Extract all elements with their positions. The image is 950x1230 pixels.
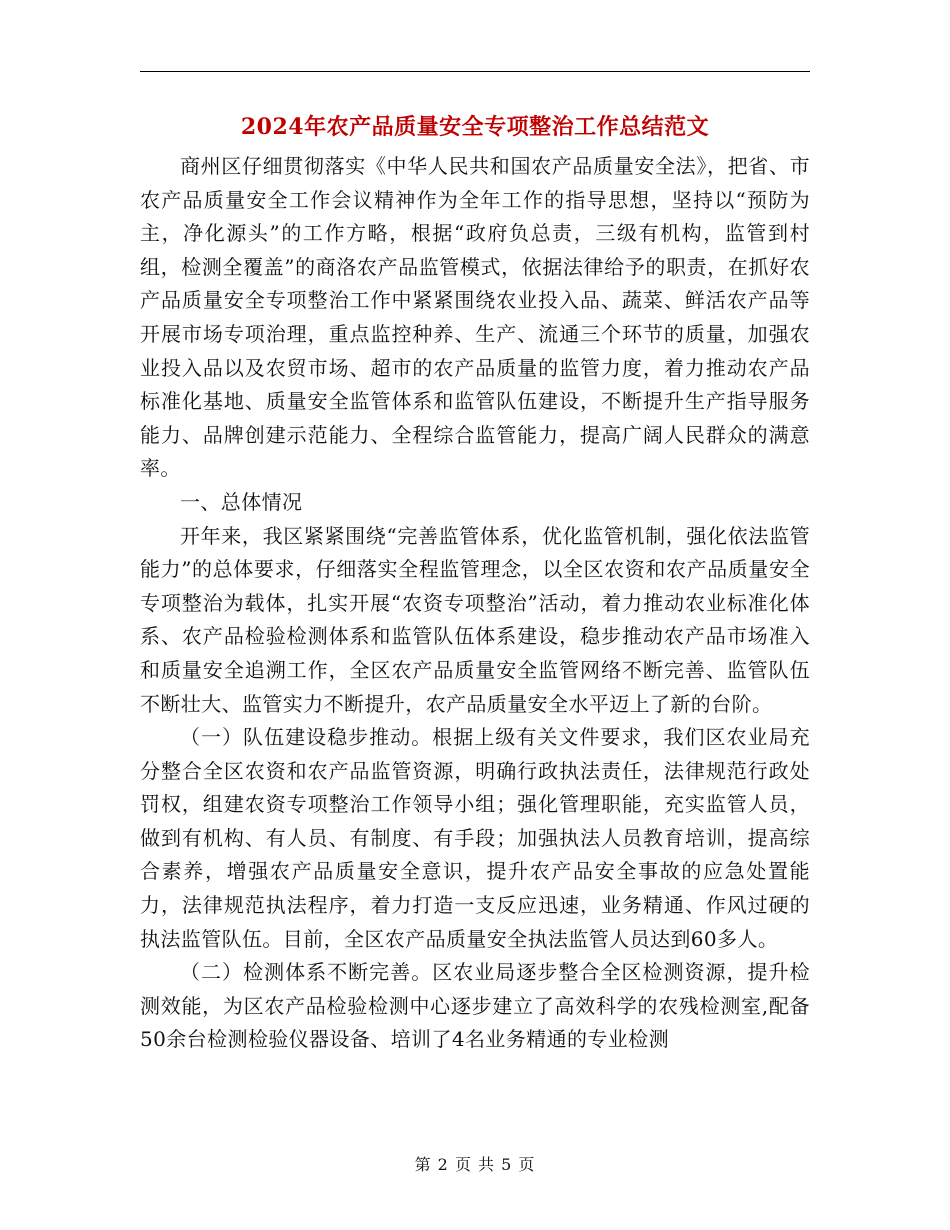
page-number-footer: 第 2 页 共 5 页: [414, 1155, 536, 1174]
document-title: 2024年农产品质量安全专项整治工作总结范文: [240, 114, 710, 140]
section-heading-overview: 一、总体情况: [180, 489, 303, 514]
paragraph-team-building: （一）队伍建设稳步推动。根据上级有关文件要求，我们区农业局充分整合全区农资和农产品监管资源，明确行政执法责任，法律规范行政处罚权，组建农资专项整治工作领导小组；强化管理职能，充实监管人员，做到有机构、有人员、有制度、有手段；加强执法人员教育培训，提高综合素养，增强农产品质量安全意识，提升农产品安全事故的应急处置能力，法律规范执法程序，着力打造一支反应迅速，业务精通、作风过硬的执法监管队伍。目前，全区农产品质量安全执法监管人员达到60多人。: [140, 725, 810, 951]
paragraph-testing-system: （二）检测体系不断完善。区农业局逐步整合全区检测资源，提升检测效能，为区农产品检验检测中心逐步建立了高效科学的农残检测室,配备50余台检测检验仪器设备、培训了4名业务精通的专业检测: [140, 960, 810, 1052]
document-body: [140, 150, 810, 1057]
header-rule: [140, 71, 810, 72]
paragraph-intro: 商州区仔细贯彻落实《中华人民共和国农产品质量安全法》，把省、市农产品质量安全工作会议精神作为全年工作的指导思想，坚持以“预防为主，净化源头”的工作方略，根据“政府负总责，三级有机构，监管到村组，检测全覆盖”的商洛农产品监管模式，依据法律给予的职责，在抓好农产品质量安全专项整治工作中紧紧围绕农业投入品、蔬菜、鲜活农产品等开展市场专项治理，重点监控种养、生产、流通三个环节的质量，加强农业投入品以及农贸市场、超市的农产品质量的监管力度，着力推动农产品标准化基地、质量安全监管体系和监管队伍建设，不断提升生产指导服务能力、品牌创建示范能力、全程综合监管能力，提高广阔人民群众的满意率。: [140, 154, 810, 481]
paragraph-overview: 开年来，我区紧紧围绕“完善监管体系，优化监管机制，强化依法监管能力”的总体要求，仔细落实全程监管理念，以全区农资和农产品质量安全专项整治为载体，扎实开展“农资专项整治”活动，着力推动农业标准化体系、农产品检验检测体系和监管队伍体系建设，稳步推动农产品市场准入和质量安全追溯工作，全区农产品质量安全监管网络不断完善、监管队伍不断壮大、监管实力不断提升，农产品质量安全水平迈上了新的台阶。: [140, 523, 810, 716]
